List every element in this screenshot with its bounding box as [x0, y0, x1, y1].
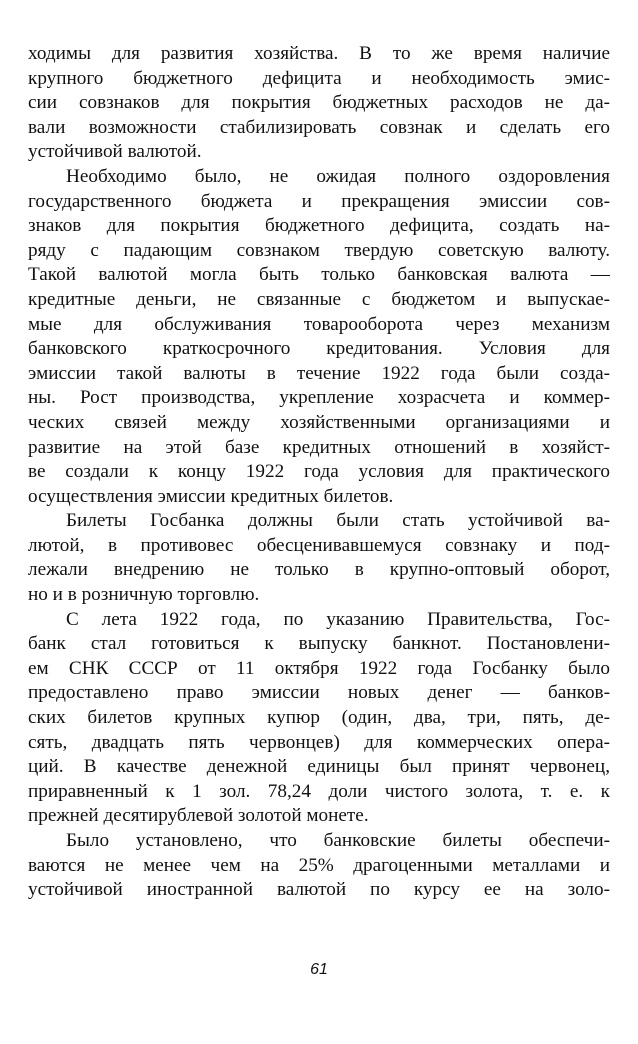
text-line: ских билетов крупных купюр (один, два, три, пять, де- — [28, 707, 610, 729]
text-line: ваются не менее чем на 25% драгоценными металлами и — [28, 854, 610, 876]
text-line: ем СНК СССР от 11 октября 1922 года Госбанку было — [28, 657, 610, 679]
text-line: государственного бюджета и прекращения эмиссии сов- — [28, 190, 610, 212]
text-line: устойчивой валютой. — [28, 141, 202, 163]
paragraph-2 — [28, 165, 610, 509]
text-line: ве создали к концу 1922 года условия для практического — [28, 461, 610, 483]
text-line: эмиссии такой валюты в течение 1922 года были созда- — [28, 362, 610, 384]
text-line: крупного бюджетного дефицита и необходимость эмис- — [28, 67, 610, 89]
paragraph-1 — [28, 42, 610, 165]
text-line: приравненный к 1 зол. 78,24 доли чистого золота, т. е. к — [28, 780, 610, 802]
text-line: вали возможности стабилизировать совзнак и сделать его — [28, 116, 610, 138]
text-line: ны. Рост производства, укрепление хозрасчета и коммер- — [28, 387, 610, 409]
paragraph-4 — [28, 608, 610, 829]
text-line: ческих связей между хозяйственными организациями и — [28, 411, 610, 433]
text-line: предоставлено право эмиссии новых денег — банков- — [28, 682, 610, 704]
text-line: Необходимо было, не ожидая полного оздоровления — [66, 165, 610, 187]
text-line: банк стал готовиться к выпуску банкнот. Постановлени- — [28, 633, 610, 655]
text-line: банковского краткосрочного кредитования. Условия для — [28, 338, 610, 360]
text-line: кредитные деньги, не связанные с бюджетом и выпускае- — [28, 288, 610, 310]
text-line: знаков для покрытия бюджетного дефицита, создать на- — [28, 215, 610, 237]
text-line: лютой, в противовес обесценивавшемуся совзнаку и под- — [28, 534, 610, 556]
text-line: развитие на этой базе кредитных отношений в хозяйст- — [28, 436, 610, 458]
text-line: Было установлено, что банковские билеты обеспечи- — [66, 830, 610, 851]
text-line: С лета 1922 года, по указанию Правительства, Гос- — [66, 608, 610, 630]
text-line: но и в розничную торговлю. — [28, 584, 260, 606]
paragraph-3 — [28, 509, 610, 607]
text-line: сять, двадцать пять червонцев) для коммерческих опера- — [28, 731, 610, 753]
paragraph-5 — [28, 829, 610, 903]
text-line: Такой валютой могла быть только банковская валюта — — [28, 264, 610, 286]
text-line: ходимы для развития хозяйства. В то же время наличие — [28, 43, 610, 64]
text-line: лежали внедрению не только в крупно-оптовый оборот, — [28, 559, 610, 581]
book-page-text — [28, 42, 610, 903]
text-line: осуществления эмиссии кредитных билетов. — [28, 485, 394, 507]
text-line: ряду с падающим совзнаком твердую советскую валюту. — [28, 239, 610, 261]
text-line: мые для обслуживания товарооборота через механизм — [28, 313, 610, 335]
text-line: Билеты Госбанка должны были стать устойчивой ва- — [66, 510, 610, 532]
text-line: прежней десятирублевой золотой монете. — [28, 805, 369, 827]
page-number: 61 — [310, 961, 328, 978]
text-line: сии совзнаков для покрытия бюджетных расходов не да- — [28, 92, 610, 114]
text-line: устойчивой иностранной валютой по курсу ее на золо- — [28, 879, 610, 901]
text-line: ций. В качестве денежной единицы был принят червонец, — [28, 756, 610, 778]
